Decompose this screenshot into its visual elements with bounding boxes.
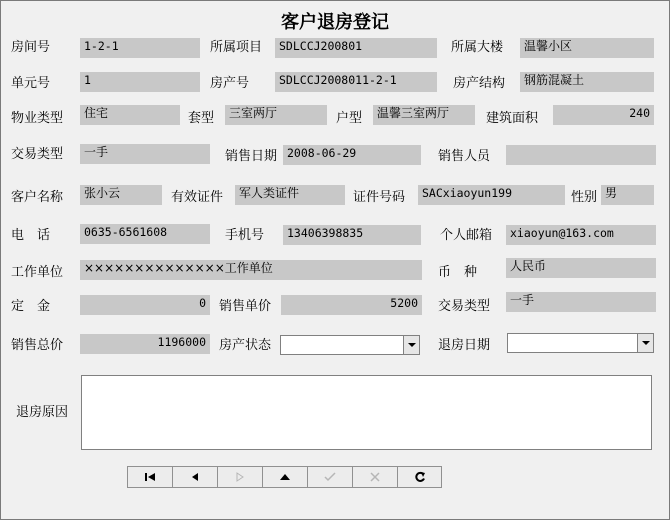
suite-type-field[interactable]: 三室两厅 bbox=[225, 105, 327, 125]
gender-field[interactable]: 男 bbox=[601, 185, 654, 205]
checkout-date-label: 退房日期 bbox=[438, 338, 491, 353]
cancel-icon bbox=[370, 472, 380, 482]
id-no-field[interactable]: SACxiaoyun199 bbox=[418, 185, 565, 205]
gender-label: 性别 bbox=[571, 190, 598, 205]
project-label: 所属项目 bbox=[210, 40, 263, 55]
id-type-label: 有效证件 bbox=[171, 190, 224, 205]
id-no-label: 证件号码 bbox=[353, 190, 406, 205]
checkout-reason-label: 退房原因 bbox=[16, 405, 69, 420]
project-field[interactable]: SDLCCJ200801 bbox=[275, 38, 437, 58]
next-record-icon bbox=[235, 472, 245, 482]
prior-record-button[interactable] bbox=[172, 466, 217, 488]
area-label: 建筑面积 bbox=[486, 111, 539, 126]
refresh-icon bbox=[414, 471, 426, 483]
checkout-reason-memo[interactable] bbox=[81, 375, 652, 450]
refresh-button[interactable] bbox=[397, 466, 442, 488]
currency-label: 币 种 bbox=[438, 265, 478, 280]
checkout-date-dropdown-button[interactable] bbox=[637, 334, 653, 352]
suite-type-label: 套型 bbox=[188, 111, 215, 126]
unit-no-field[interactable]: 1 bbox=[80, 72, 200, 92]
first-record-button[interactable] bbox=[127, 466, 172, 488]
property-status-dropdown-button[interactable] bbox=[403, 336, 419, 354]
work-unit-label: 工作单位 bbox=[11, 265, 64, 280]
cancel-button[interactable] bbox=[352, 466, 397, 488]
unit-price-label: 销售单价 bbox=[219, 299, 272, 314]
deposit-field[interactable]: 0 bbox=[80, 295, 210, 315]
unit-price-field[interactable]: 5200 bbox=[281, 295, 422, 315]
prior-record-icon bbox=[190, 472, 200, 482]
layout-label: 户型 bbox=[336, 111, 363, 126]
post-button[interactable] bbox=[307, 466, 352, 488]
property-type-field[interactable]: 住宅 bbox=[80, 105, 180, 125]
post-icon bbox=[324, 472, 336, 482]
id-type-field[interactable]: 军人类证件 bbox=[235, 185, 345, 205]
unit-no-label: 单元号 bbox=[11, 76, 51, 91]
trade-type2-label: 交易类型 bbox=[438, 299, 491, 314]
building-field[interactable]: 温馨小区 bbox=[520, 38, 654, 58]
next-record-button[interactable] bbox=[217, 466, 262, 488]
phone-label: 电 话 bbox=[11, 228, 51, 243]
checkout-date-combo[interactable] bbox=[507, 333, 654, 353]
total-price-label: 销售总价 bbox=[11, 338, 64, 353]
layout-field[interactable]: 温馨三室两厅 bbox=[373, 105, 475, 125]
work-unit-field[interactable]: ××××××××××××××工作单位 bbox=[80, 260, 422, 280]
trade-type-label: 交易类型 bbox=[11, 147, 64, 162]
property-type-label: 物业类型 bbox=[11, 111, 64, 126]
trade-type-field[interactable]: 一手 bbox=[80, 144, 210, 164]
phone-field[interactable]: 0635-6561608 bbox=[80, 224, 210, 244]
customer-name-label: 客户名称 bbox=[11, 190, 64, 205]
salesperson-field[interactable] bbox=[506, 145, 656, 165]
trade-type2-field[interactable]: 一手 bbox=[506, 292, 656, 312]
mobile-field[interactable]: 13406398835 bbox=[283, 225, 421, 245]
area-field[interactable]: 240 bbox=[553, 105, 654, 125]
total-price-field[interactable]: 1196000 bbox=[80, 334, 210, 354]
property-status-combo[interactable] bbox=[280, 335, 420, 355]
building-label: 所属大楼 bbox=[451, 40, 504, 55]
property-no-field[interactable]: SDLCCJ2008011-2-1 bbox=[275, 72, 437, 92]
form-title: 客户退房登记 bbox=[281, 12, 389, 33]
chevron-down-icon bbox=[408, 343, 416, 347]
email-field[interactable]: xiaoyun@163.com bbox=[506, 225, 656, 245]
last-record-icon bbox=[280, 473, 290, 481]
record-navigator bbox=[127, 466, 442, 488]
last-record-button[interactable] bbox=[262, 466, 307, 488]
structure-label: 房产结构 bbox=[453, 76, 506, 91]
currency-field[interactable]: 人民币 bbox=[506, 258, 656, 278]
property-no-label: 房产号 bbox=[210, 76, 250, 91]
chevron-down-icon bbox=[642, 341, 650, 345]
deposit-label: 定 金 bbox=[11, 299, 51, 314]
mobile-label: 手机号 bbox=[225, 228, 265, 243]
room-no-label: 房间号 bbox=[11, 40, 51, 55]
sale-date-field[interactable]: 2008-06-29 bbox=[283, 145, 421, 165]
salesperson-label: 销售人员 bbox=[438, 149, 491, 164]
first-record-icon bbox=[144, 472, 156, 482]
structure-field[interactable]: 钢筋混凝土 bbox=[520, 72, 654, 92]
property-status-label: 房产状态 bbox=[219, 338, 272, 353]
customer-name-field[interactable]: 张小云 bbox=[80, 185, 162, 205]
email-label: 个人邮箱 bbox=[440, 228, 493, 243]
room-no-field[interactable]: 1-2-1 bbox=[80, 38, 200, 58]
sale-date-label: 销售日期 bbox=[225, 149, 278, 164]
